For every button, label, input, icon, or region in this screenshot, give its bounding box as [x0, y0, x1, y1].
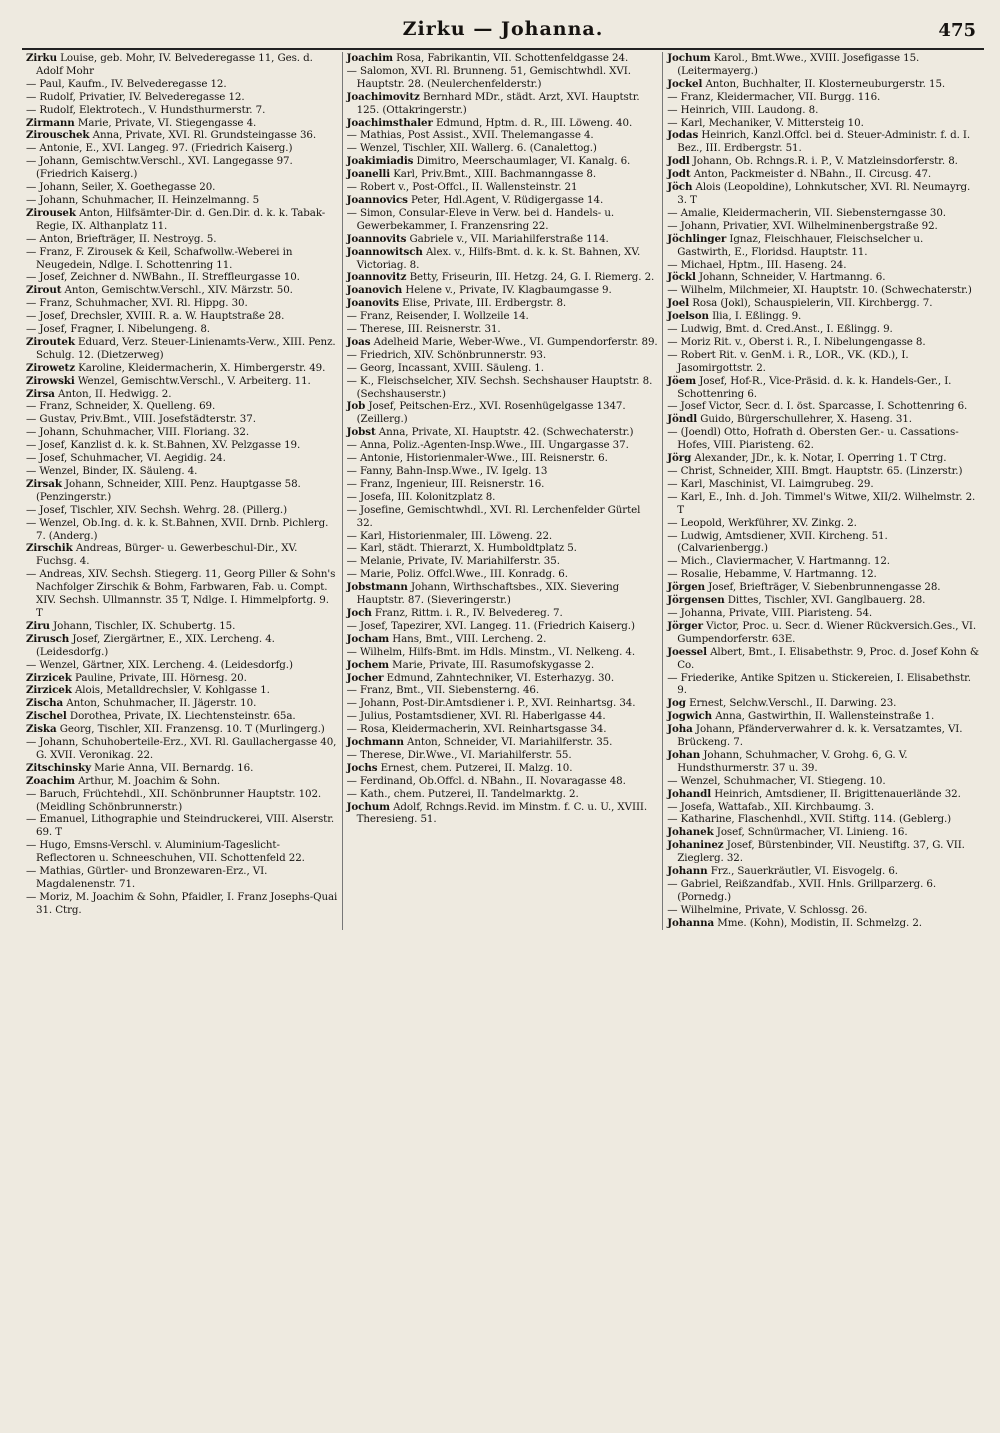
directory-entry: Joanovich Helene v., Private, IV. Klagbaumgasse 9. [346, 284, 612, 297]
directory-entry: Jochs Ernest, chem. Putzerei, II. Malzg. 10. [346, 761, 573, 774]
directory-entry: Jochum Adolf, Rchngs.Revid. im Minstm. f. C. u. U., XVIII. Theresieng. 51. [346, 800, 648, 826]
directory-entry: Zirschik Andreas, Bürger- u. Gewerbeschul-Dir., XV. Fuchsg. 4. [26, 542, 298, 568]
directory-entry: Joanovits Elise, Private, III. Erdbergstr. 8. [346, 297, 567, 310]
directory-entry: — Antonie, Historienmaler-Wwe., III. Reisnerstr. 6. [346, 452, 608, 465]
directory-entry: Joas Adelheid Marie, Weber-Wwe., VI. Gumpendorferstr. 89. [346, 335, 658, 348]
directory-entry: Joachimovitz Bernhard MDr., städt. Arzt, XVI. Hauptstr. 125. (Ottakringerstr.) [346, 90, 640, 116]
directory-entry: — Karl, städt. Thierarzt, X. Humboldtplatz 5. [346, 542, 577, 555]
directory-entry: — Rosalie, Hebamme, V. Hartmanng. 12. [667, 568, 877, 581]
directory-entry: — Julius, Postamtsdiener, XVI. Rl. Haberlgasse 44. [346, 710, 606, 723]
directory-entry: — Rudolf, Elektrotech., V. Hundsthurmerstr. 7. [26, 103, 266, 116]
directory-entry: Jobstmann Johann, Wirthschaftsbes., XIX. Sievering Hauptstr. 87. (Sieveringerstr.) [346, 581, 620, 607]
directory-entry: Zirousek Anton, Hilfsämter-Dir. d. Gen.Dir. d. k. k. Tabak-Regie, IX. Althanplatz 11. [26, 206, 326, 232]
directory-entry: — Josef, Fragner, I. Nibelungeng. 8. [26, 323, 210, 336]
directory-entry: — Franz, Kleidermacher, VII. Burgg. 116. [667, 90, 881, 103]
directory-entry: Zirzicek Alois, Metalldrechsler, V. Kohlgasse 1. [26, 684, 270, 697]
directory-entry: — Therese, III. Reisnerstr. 31. [346, 323, 501, 336]
column-left [22, 52, 343, 930]
directory-entry: — Karl, Maschinist, VI. Laimgrubeg. 29. [667, 477, 874, 490]
directory-entry: — Moriz Rit. v., Oberst i. R., I. Nibelungengasse 8. [667, 335, 926, 348]
page-title: Zirku — Johanna. [402, 18, 604, 40]
directory-entry: Joannowitsch Alex. v., Hilfs-Bmt. d. k. k. St. Bahnen, XV. Victoriag. 8. [346, 245, 641, 271]
directory-entry: — Karl, E., Inh. d. Joh. Timmel's Witwe, XII/2. Wilhelmstr. 2. T [667, 490, 976, 516]
directory-entry: Zirout Anton, Gemischtw.Verschl., XIV. Märzstr. 50. [26, 284, 293, 297]
directory-entry: Joha Johann, Pfänderverwahrer d. k. k. Versatzamtes, VI. Brückeng. 7. [667, 723, 963, 749]
directory-entry: — Georg, Incassant, XVIII. Säuleng. 1. [346, 361, 544, 374]
directory-entry: Zoachim Arthur, M. Joachim & Sohn. [26, 774, 221, 787]
directory-entry: Jöch Alois (Leopoldine), Lohnkutscher, XVI. Rl. Neumayrg. 3. T [667, 181, 971, 206]
directory-entry: Joannovics Peter, Hdl.Agent, V. Rüdigergasse 14. [346, 193, 604, 206]
directory-entry: — Josefa, Wattafab., XII. Kirchbaumg. 3. [667, 800, 875, 813]
directory-entry: — Josef, Schuhmacher, VI. Aegidig. 24. [26, 452, 226, 465]
directory-entry: — Wenzel, Binder, IX. Säuleng. 4. [26, 465, 198, 477]
directory-entry: — Kath., chem. Putzerei, II. Tandelmarktg. 2. [346, 787, 579, 800]
header-rule [22, 48, 984, 50]
directory-entry: — Wenzel, Gärtner, XIX. Lercheng. 4. (Leidesdorfg.) [26, 658, 293, 671]
directory-entry: — Mathias, Gürtler- und Bronzewaren-Erz., VI. Magdalenenstr. 71. [26, 865, 268, 890]
directory-entry: Zirsa Anton, II. Hedwigg. 2. [26, 387, 172, 400]
directory-entry: Joanelli Karl, Priv.Bmt., XIII. Bachmanngasse 8. [346, 168, 597, 181]
directory-entry: — Paul, Kaufm., IV. Belvederegasse 12. [26, 77, 227, 90]
directory-entry: Joannovits Gabriele v., VII. Mariahilferstraße 114. [346, 232, 609, 245]
directory-entry: — Josef, Kanzlist d. k. k. St.Bahnen, XV. Pelzgasse 19. [26, 439, 301, 452]
directory-entry: — Mathias, Post Assist., XVII. Thelemangasse 4. [346, 129, 594, 142]
directory-entry: Joannovitz Betty, Friseurin, III. Hetzg. 24, G. I. Riemerg. 2. [346, 271, 655, 284]
directory-entry: — Heinrich, VIII. Laudong. 8. [667, 103, 819, 116]
directory-entry: Jörg Alexander, JDr., k. k. Notar, I. Operring 1. T Ctrg. [667, 452, 947, 465]
directory-entry: — Josef, Zeichner d. NWBahn., II. Streffleurgasse 10. [26, 271, 300, 284]
directory-entry: — Wilhelmine, Private, V. Schlossg. 26. [667, 903, 868, 916]
directory-entry: Jörger Victor, Proc. u. Secr. d. Wiener Rückversich.Ges., VI. Gumpendorferstr. 63E. [667, 619, 977, 645]
directory-entry: — Leopold, Werkführer, XV. Zinkg. 2. [667, 516, 857, 529]
directory-entry: Zirzicek Pauline, Private, III. Hörnesg. 20. [26, 671, 247, 684]
directory-entry: — Baruch, Früchtehdl., XII. Schönbrunner Hauptstr. 102. (Meidling Schönbrunnerstr.) [26, 787, 322, 813]
directory-entry: Jörgen Josef, Briefträger, V. Siebenbrunnengasse 28. [667, 581, 941, 594]
directory-entry: — Johann, Gemischtw.Verschl., XVI. Langegasse 97. (Friedrich Kaiserg.) [26, 155, 293, 181]
directory-entry: — Wilhelm, Hilfs-Bmt. im Hdls. Minstm., VI. Nelkeng. 4. [346, 645, 636, 658]
directory-entry: — Gustav, Priv.Bmt., VIII. Josefstädterstr. 37. [26, 413, 256, 426]
directory-entry: — Ludwig, Amtsdiener, XVII. Kircheng. 51. (Calvarienbergg.) [667, 529, 888, 555]
directory-entry: — Friederike, Antike Spitzen u. Stickereien, I. Elisabethstr. 9. [667, 671, 971, 697]
directory-entry: Jocher Edmund, Zahntechniker, VI. Esterhazyg. 30. [346, 671, 615, 684]
directory-entry: — Hugo, Emsns-Verschl. v. Aluminium-Tageslicht-Reflectoren u. Schneeschuhen, VII. Schottenfeld 22. [26, 839, 305, 865]
directory-entry: — Therese, Dir.Wwe., VI. Mariahilferstr. 55. [346, 748, 572, 761]
directory-entry: — Franz, Reisender, I. Wollzeile 14. [346, 310, 529, 323]
directory-entry: — Josef Victor, Secr. d. I. öst. Sparcasse, I. Schottenring 6. [667, 400, 968, 413]
directory-entry: — Andreas, XIV. Sechsh. Stiegerg. 11, Georg Piller & Sohn's Nachfolger Zirschik & Bohm, Farbwaren, Fab. u. Compt. XIV. Sechsh. Ullmannstr. 35 T, Ndlge. I. Himmelpfortg. 9. T [26, 568, 336, 619]
directory-entry: — Marie, Poliz. Offcl.Wwe., III. Konradg. 6. [346, 568, 568, 581]
directory-entry: — Ferdinand, Ob.Offcl. d. NBahn., II. Novaragasse 48. [346, 774, 626, 787]
directory-entry: Zirowetz Karoline, Kleidermacherin, X. Himbergerstr. 49. [26, 361, 326, 374]
directory-entry: Joelson Ilia, I. Eßlingg. 9. [667, 310, 802, 323]
directory-entry: Joakimiadis Dimitro, Meerschaumlager, VI. Kanalg. 6. [346, 155, 631, 168]
directory-entry: Jodl Johann, Ob. Rchngs.R. i. P., V. Matzleinsdorferstr. 8. [667, 155, 958, 168]
directory-entry: Zirowski Wenzel, Gemischtw.Verschl., V. Arbeiterg. 11. [26, 374, 311, 387]
directory-entry: — Anna, Poliz.-Agenten-Insp.Wwe., III. Ungargasse 37. [346, 439, 629, 452]
directory-entry: Ziska Georg, Tischler, XII. Franzensg. 10. T (Murlingerg.) [26, 723, 325, 736]
directory-entry: Jöchlinger Ignaz, Fleischhauer, Fleischselcher u. Gastwirth, E., Floridsd. Hauptstr. 11. [667, 232, 924, 258]
directory-entry: Joch Franz, Rittm. i. R., IV. Belvedereg. 7. [346, 606, 563, 619]
directory-entry: Jocham Hans, Bmt., VIII. Lercheng. 2. [346, 632, 547, 645]
directory-entry: — Friedrich, XIV. Schönbrunnerstr. 93. [346, 348, 547, 361]
directory-entry: — Robert v., Post-Offcl., II. Wallensteinstr. 21 [346, 181, 578, 194]
directory-entry: — Johann, Schuhmacher, VIII. Floriang. 32. [26, 426, 250, 439]
directory-entry: — Johann, Schuhoberteile-Erz., XVI. Rl. Gaullachergasse 40, G. XVII. Veronikag. 22. [26, 736, 337, 761]
directory-entry: Jochmann Anton, Schneider, VI. Mariahilferstr. 35. [346, 736, 613, 749]
directory-entry: — Josef, Tapezirer, XVI. Langeg. 11. (Friedrich Kaiserg.) [346, 619, 635, 632]
directory-entry: — Emanuel, Lithographie und Steindruckerei, VIII. Alserstr. 69. T [26, 813, 335, 839]
directory-entry: — Johann, Schuhmacher, II. Heinzelmanng. 5 [26, 193, 260, 206]
directory-entry: Zirmann Marie, Private, VI. Stiegengasse 4. [26, 116, 257, 129]
directory-entry: Joachimsthaler Edmund, Hptm. d. R., III. Löweng. 40. [346, 116, 633, 129]
directory-entry: — Wenzel, Tischler, XII. Wallerg. 6. (Canalettog.) [346, 142, 597, 155]
directory-entry: Johan Johann, Schuhmacher, V. Grohg. 6, G. V. Hundsthurmerstr. 37 u. 39. [667, 748, 908, 774]
directory-entry: Johanna Mme. (Kohn), Modistin, II. Schmelzg. 2. [667, 916, 922, 929]
directory-entry: — Wenzel, Schuhmacher, VI. Stiegeng. 10. [667, 774, 886, 787]
directory-entry: — Mich., Claviermacher, V. Hartmanng. 12. [667, 555, 890, 568]
directory-entry: Johandl Heinrich, Amtsdiener, II. Brigittenauerlände 32. [667, 787, 961, 800]
directory-entry: Zirusch Josef, Ziergärtner, E., XIX. Lercheng. 4. (Leidesdorfg.) [26, 632, 275, 658]
directory-entry: — Karl, Historienmaler, III. Löweng. 22. [346, 529, 553, 542]
directory-entry: — Johann, Post-Dir.Amtsdiener i. P., XVI. Reinhartsg. 34. [346, 697, 636, 710]
directory-entry: — Josef, Drechsler, XVIII. R. a. W. Hauptstraße 28. [26, 310, 285, 323]
directory-entry: — Ludwig, Bmt. d. Cred.Anst., I. Eßlingg. 9. [667, 323, 893, 336]
directory-entry: Jöndl Guido, Bürgerschullehrer, X. Haseng. 31. [667, 413, 912, 426]
directory-entry: Job Josef, Peitschen-Erz., XVI. Rosenhügelgasse 1347. (Zeillerg.) [346, 400, 626, 426]
directory-entry: — Rudolf, Privatier, IV. Belvederegasse 12. [26, 90, 245, 103]
directory-entry: — Rosa, Kleidermacherin, XVI. Reinhartsgasse 34. [346, 723, 607, 736]
directory-entry: — Josef, Tischler, XIV. Sechsh. Wehrg. 28. (Pillerg.) [26, 503, 288, 516]
directory-entry: — Josefine, Gemischtwhdl., XVI. Rl. Lerchenfelder Gürtel 32. [346, 503, 641, 529]
directory-entry: — Wenzel, Ob.Ing. d. k. k. St.Bahnen, XVII. Drnb. Pichlerg. 7. (Anderg.) [26, 516, 329, 542]
directory-entry: Zirouschek Anna, Private, XVI. Rl. Grundsteingasse 36. [26, 129, 317, 142]
directory-entry: Jochum Karol., Bmt.Wwe., XVIII. Josefigasse 15. (Leitermayerg.) [667, 52, 920, 77]
directory-entry: Jöem Josef, Hof-R., Vice-Präsid. d. k. k. Handels-Ger., I. Schottenring 6. [667, 374, 952, 400]
directory-entry: Zischa Anton, Schuhmacher, II. Jägerstr. 10. [26, 697, 257, 710]
directory-entry: Zirku Louise, geb. Mohr, IV. Belvederegasse 11, Ges. d. Adolf Mohr [26, 52, 313, 77]
directory-entry: Zirsak Johann, Schneider, XIII. Penz. Hauptgasse 58. (Penzingerstr.) [26, 477, 301, 503]
directory-entry: Jodas Heinrich, Kanzl.Offcl. bei d. Steuer-Administr. f. d. I. Bez., III. Erdbergstr. 51. [667, 129, 971, 155]
directory-entry: Zischel Dorothea, Private, IX. Liechtensteinstr. 65a. [26, 710, 296, 723]
directory-entry: Joessel Albert, Bmt., I. Elisabethstr. 9, Proc. d. Josef Kohn & Co. [667, 645, 979, 671]
directory-entry: Zitschinsky Marie Anna, VII. Bernardg. 16. [26, 761, 254, 774]
directory-entry: Ziroutek Eduard, Verz. Steuer-Linienamts-Verw., XIII. Penz. Schulg. 12. (Dietzerweg) [26, 335, 336, 361]
directory-entry: Jochem Marie, Private, III. Rasumofskygasse 2. [346, 658, 595, 671]
directory-entry: Ziru Johann, Tischler, IX. Schubertg. 15. [26, 619, 236, 632]
column-right [663, 52, 984, 930]
directory-entry: — Melanie, Private, IV. Mariahilferstr. 35. [346, 555, 560, 568]
directory-entry: — Antonie, E., XVI. Langeg. 97. (Friedrich Kaiserg.) [26, 142, 293, 155]
directory-entry: — Moriz, M. Joachim & Sohn, Pfaidler, I. Franz Josephs-Quai 31. Ctrg. [26, 890, 338, 916]
directory-entry: Jörgensen Dittes, Tischler, XVI. Ganglbauerg. 28. [667, 594, 926, 607]
directory-entry: — Robert Rit. v. GenM. i. R., LOR., VK. (KD.), I. Jasomirgottstr. 2. [667, 348, 909, 374]
directory-entry: Joachim Rosa, Fabrikantin, VII. Schottenfeldgasse 24. [346, 52, 629, 64]
directory-entry: — Johann, Privatier, XVI. Wilhelminenbergstraße 92. [667, 219, 938, 232]
directory-entry: — Salomon, XVI. Rl. Brunneng. 51, Gemischtwhdl. XVI. Hauptstr. 28. (Neulerchenfelderstr.) [346, 64, 631, 90]
directory-entry: — Franz, Bmt., VII. Siebensterng. 46. [346, 684, 540, 697]
directory-entry: Joel Rosa (Jokl), Schauspielerin, VII. Kirchbergg. 7. [667, 297, 933, 310]
directory-entry: — K., Fleischselcher, XIV. Sechsh. Sechshauser Hauptstr. 8. (Sechshauserstr.) [346, 374, 653, 400]
directory-entry: — Wilhelm, Milchmeier, XI. Hauptstr. 10. (Schwechaterstr.) [667, 284, 972, 297]
directory-entry: Jöckl Johann, Schneider, V. Hartmanng. 6. [667, 271, 886, 284]
directory-entry: — Johanna, Private, VIII. Piaristeng. 54. [667, 606, 873, 619]
directory-entry: — Michael, Hptm., III. Haseng. 24. [667, 258, 847, 271]
directory-entry: — Karl, Mechaniker, V. Mittersteig 10. [667, 116, 864, 129]
directory-entry: — Simon, Consular-Eleve in Verw. bei d. Handels- u. Gewerbekammer, I. Franzensring 22. [346, 206, 615, 232]
directory-entry: — Katharine, Flaschenhdl., XVII. Stiftg. 114. (Geblerg.) [667, 813, 952, 826]
directory-entry: — Franz, Schneider, X. Quelleng. 69. [26, 400, 216, 413]
directory-entry: — Fanny, Bahn-Insp.Wwe., IV. Igelg. 13 [346, 465, 548, 477]
directory-entry: Johanek Josef, Schnürmacher, VI. Linieng. 16. [667, 826, 908, 839]
directory-entry: — Gabriel, Reißzandfab., XVII. Hnls. Grillparzerg. 6. (Pornedg.) [667, 878, 937, 903]
directory-entry: Jog Ernest, Selchw.Verschl., II. Darwing. 23. [667, 697, 897, 710]
directory-entry: Johann Frz., Sauerkräutler, VI. Eisvogelg. 6. [667, 865, 898, 878]
page-number: 475 [938, 20, 976, 41]
directory-entry: Jobst Anna, Private, XI. Hauptstr. 42. (Schwechaterstr.) [346, 426, 634, 439]
directory-entry: — Josefa, III. Kolonitzplatz 8. [346, 490, 496, 503]
directory-entry: Jogwich Anna, Gastwirthin, II. Wallensteinstraße 1. [667, 710, 935, 723]
directory-entry: Johaninez Josef, Bürstenbinder, VII. Neustiftg. 37, G. VII. Zieglerg. 32. [667, 839, 965, 865]
directory-entry: — Christ, Schneider, XIII. Bmgt. Hauptstr. 65. (Linzerstr.) [667, 465, 963, 477]
directory-entry: — Johann, Seiler, X. Goethegasse 20. [26, 181, 216, 194]
page-header [22, 18, 984, 48]
directory-entry: — Franz, F. Zirousek & Keil, Schafwollw.-Weberei in Neugedein, Ndlge. I. Schottenring 11. [26, 245, 293, 271]
directory-entry: Jockel Anton, Buchhalter, II. Klosterneuburgerstr. 15. [667, 77, 946, 90]
directory-entry: Jodt Anton, Packmeister d. NBahn., II. Circusg. 47. [667, 168, 932, 181]
directory-entry: — Franz, Schuhmacher, XVI. Rl. Hippg. 30. [26, 297, 248, 310]
directory-entry: — Franz, Ingenieur, III. Reisnerstr. 16. [346, 477, 545, 490]
directory-entry: — Amalie, Kleidermacherin, VII. Siebensterngasse 30. [667, 206, 946, 219]
columns [22, 52, 984, 930]
directory-entry: — Anton, Briefträger, II. Nestroyg. 5. [26, 232, 217, 245]
column-middle [343, 52, 664, 930]
directory-entry: — (Joendl) Otto, Hofrath d. Obersten Ger.- u. Cassations-Hofes, VIII. Piaristeng. 62. [667, 426, 959, 452]
